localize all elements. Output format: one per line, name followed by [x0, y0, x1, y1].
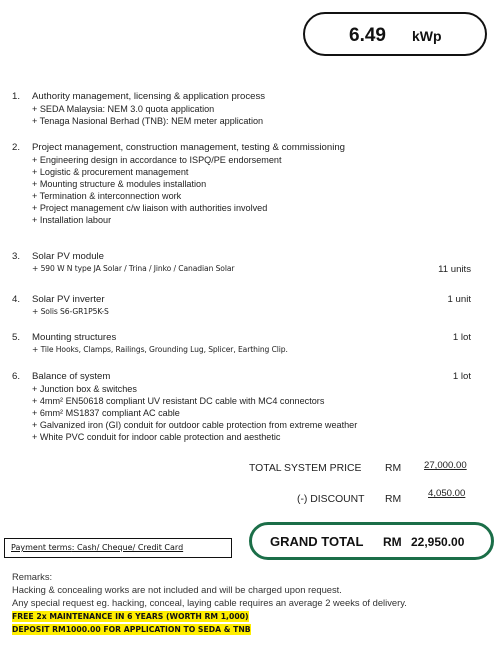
quantity-mounting: 1 lot [452, 332, 471, 343]
section-item: + Solis S6-GR1P5K-S [32, 307, 109, 316]
section-mounting [12, 332, 288, 356]
section-item: + Installation labour [32, 215, 112, 225]
payment-terms-box [4, 538, 232, 558]
section-title: Mounting structures [32, 332, 117, 343]
section-number: 1. [12, 91, 21, 102]
section-number: 2. [12, 142, 21, 153]
section-title: Solar PV module [32, 251, 104, 262]
capacity-value: 6.49 [349, 25, 386, 46]
grand-total-value: 22,950.00 [411, 535, 465, 549]
section-item: + Junction box & switches [32, 384, 137, 394]
payment-terms-value: : Cash/ Cheque/ Credit Card [71, 543, 184, 552]
section-pv-module [12, 251, 234, 275]
section-authority [12, 91, 265, 127]
payment-terms-label: Payment terms [11, 543, 72, 552]
section-item: + Galvanized iron (GI) conduit for outdoor cable protection from extreme weather [32, 420, 358, 430]
quantity-pv-inverter: 1 unit [447, 294, 471, 305]
section-title: Authority management, licensing & application process [32, 91, 266, 102]
discount-value: 4,050.00 [428, 488, 466, 499]
section-title: Project management, construction management, testing & commissioning [32, 142, 346, 153]
section-project-management [12, 142, 345, 226]
remarks [12, 570, 407, 635]
remarks-heading: Remarks: [12, 571, 53, 582]
section-item: + Engineering design in accordance to ISPQ/PE endorsement [32, 155, 282, 165]
section-item: + Logistic & procurement management [32, 167, 189, 177]
grand-total-currency: RM [383, 535, 402, 549]
section-item: + Tenaga Nasional Berhad (TNB): NEM meter application [32, 116, 264, 126]
payment-terms [11, 543, 183, 552]
capacity-unit: kWp [412, 28, 442, 44]
section-item: + SEDA Malaysia: NEM 3.0 quota application [32, 104, 215, 114]
remarks-line: Any special request eg. hacking, conceal, laying cable requires an average 2 weeks of delivery. [12, 597, 407, 608]
section-item: + Termination & interconnection work [32, 191, 182, 201]
section-balance-of-system [12, 371, 357, 443]
section-item: + Mounting structure & modules installation [32, 179, 207, 189]
quantity-pv-module: 11 units [438, 264, 471, 275]
highlight-deposit: DEPOSIT RM1000.00 FOR APPLICATION TO SEDA & TNB [12, 625, 251, 634]
section-number: 4. [12, 294, 21, 305]
discount-currency: RM [385, 494, 402, 505]
section-item: + 4mm² EN50618 compliant UV resistant DC cable with MC4 connectors [32, 396, 325, 406]
grand-total-box [249, 522, 494, 560]
section-item: + White PVC conduit for indoor cable protection and aesthetic [32, 432, 281, 442]
section-number: 5. [12, 332, 21, 343]
section-pv-inverter [12, 294, 109, 318]
section-item: + 590 W N type JA Solar / Trina / Jinko / Canadian Solar [32, 264, 235, 273]
quantity-balance-of-system: 1 lot [452, 371, 471, 382]
total-system-price-currency: RM [385, 463, 402, 474]
section-item: + Tile Hooks, Clamps, Railings, Grounding Lug, Splicer, Earthing Clip. [32, 345, 288, 354]
total-system-price-value: 27,000.00 [424, 460, 467, 471]
section-item: + Project management c/w liaison with authorities involved [32, 203, 268, 213]
highlight-maintenance: FREE 2x MAINTENANCE IN 6 YEARS (WORTH RM 1,000) [12, 612, 249, 621]
capacity-badge [303, 12, 487, 56]
total-system-price-label: TOTAL SYSTEM PRICE [249, 463, 362, 474]
remarks-line: Hacking & concealing works are not included and will be charged upon request. [12, 584, 342, 595]
section-item: + 6mm² MS1837 compliant AC cable [32, 408, 180, 418]
discount-label: (-) DISCOUNT [297, 494, 365, 505]
section-number: 6. [12, 371, 21, 382]
grand-total-label: GRAND TOTAL [270, 534, 364, 549]
section-title: Balance of system [32, 371, 111, 382]
section-number: 3. [12, 251, 21, 262]
section-title: Solar PV inverter [32, 294, 105, 305]
